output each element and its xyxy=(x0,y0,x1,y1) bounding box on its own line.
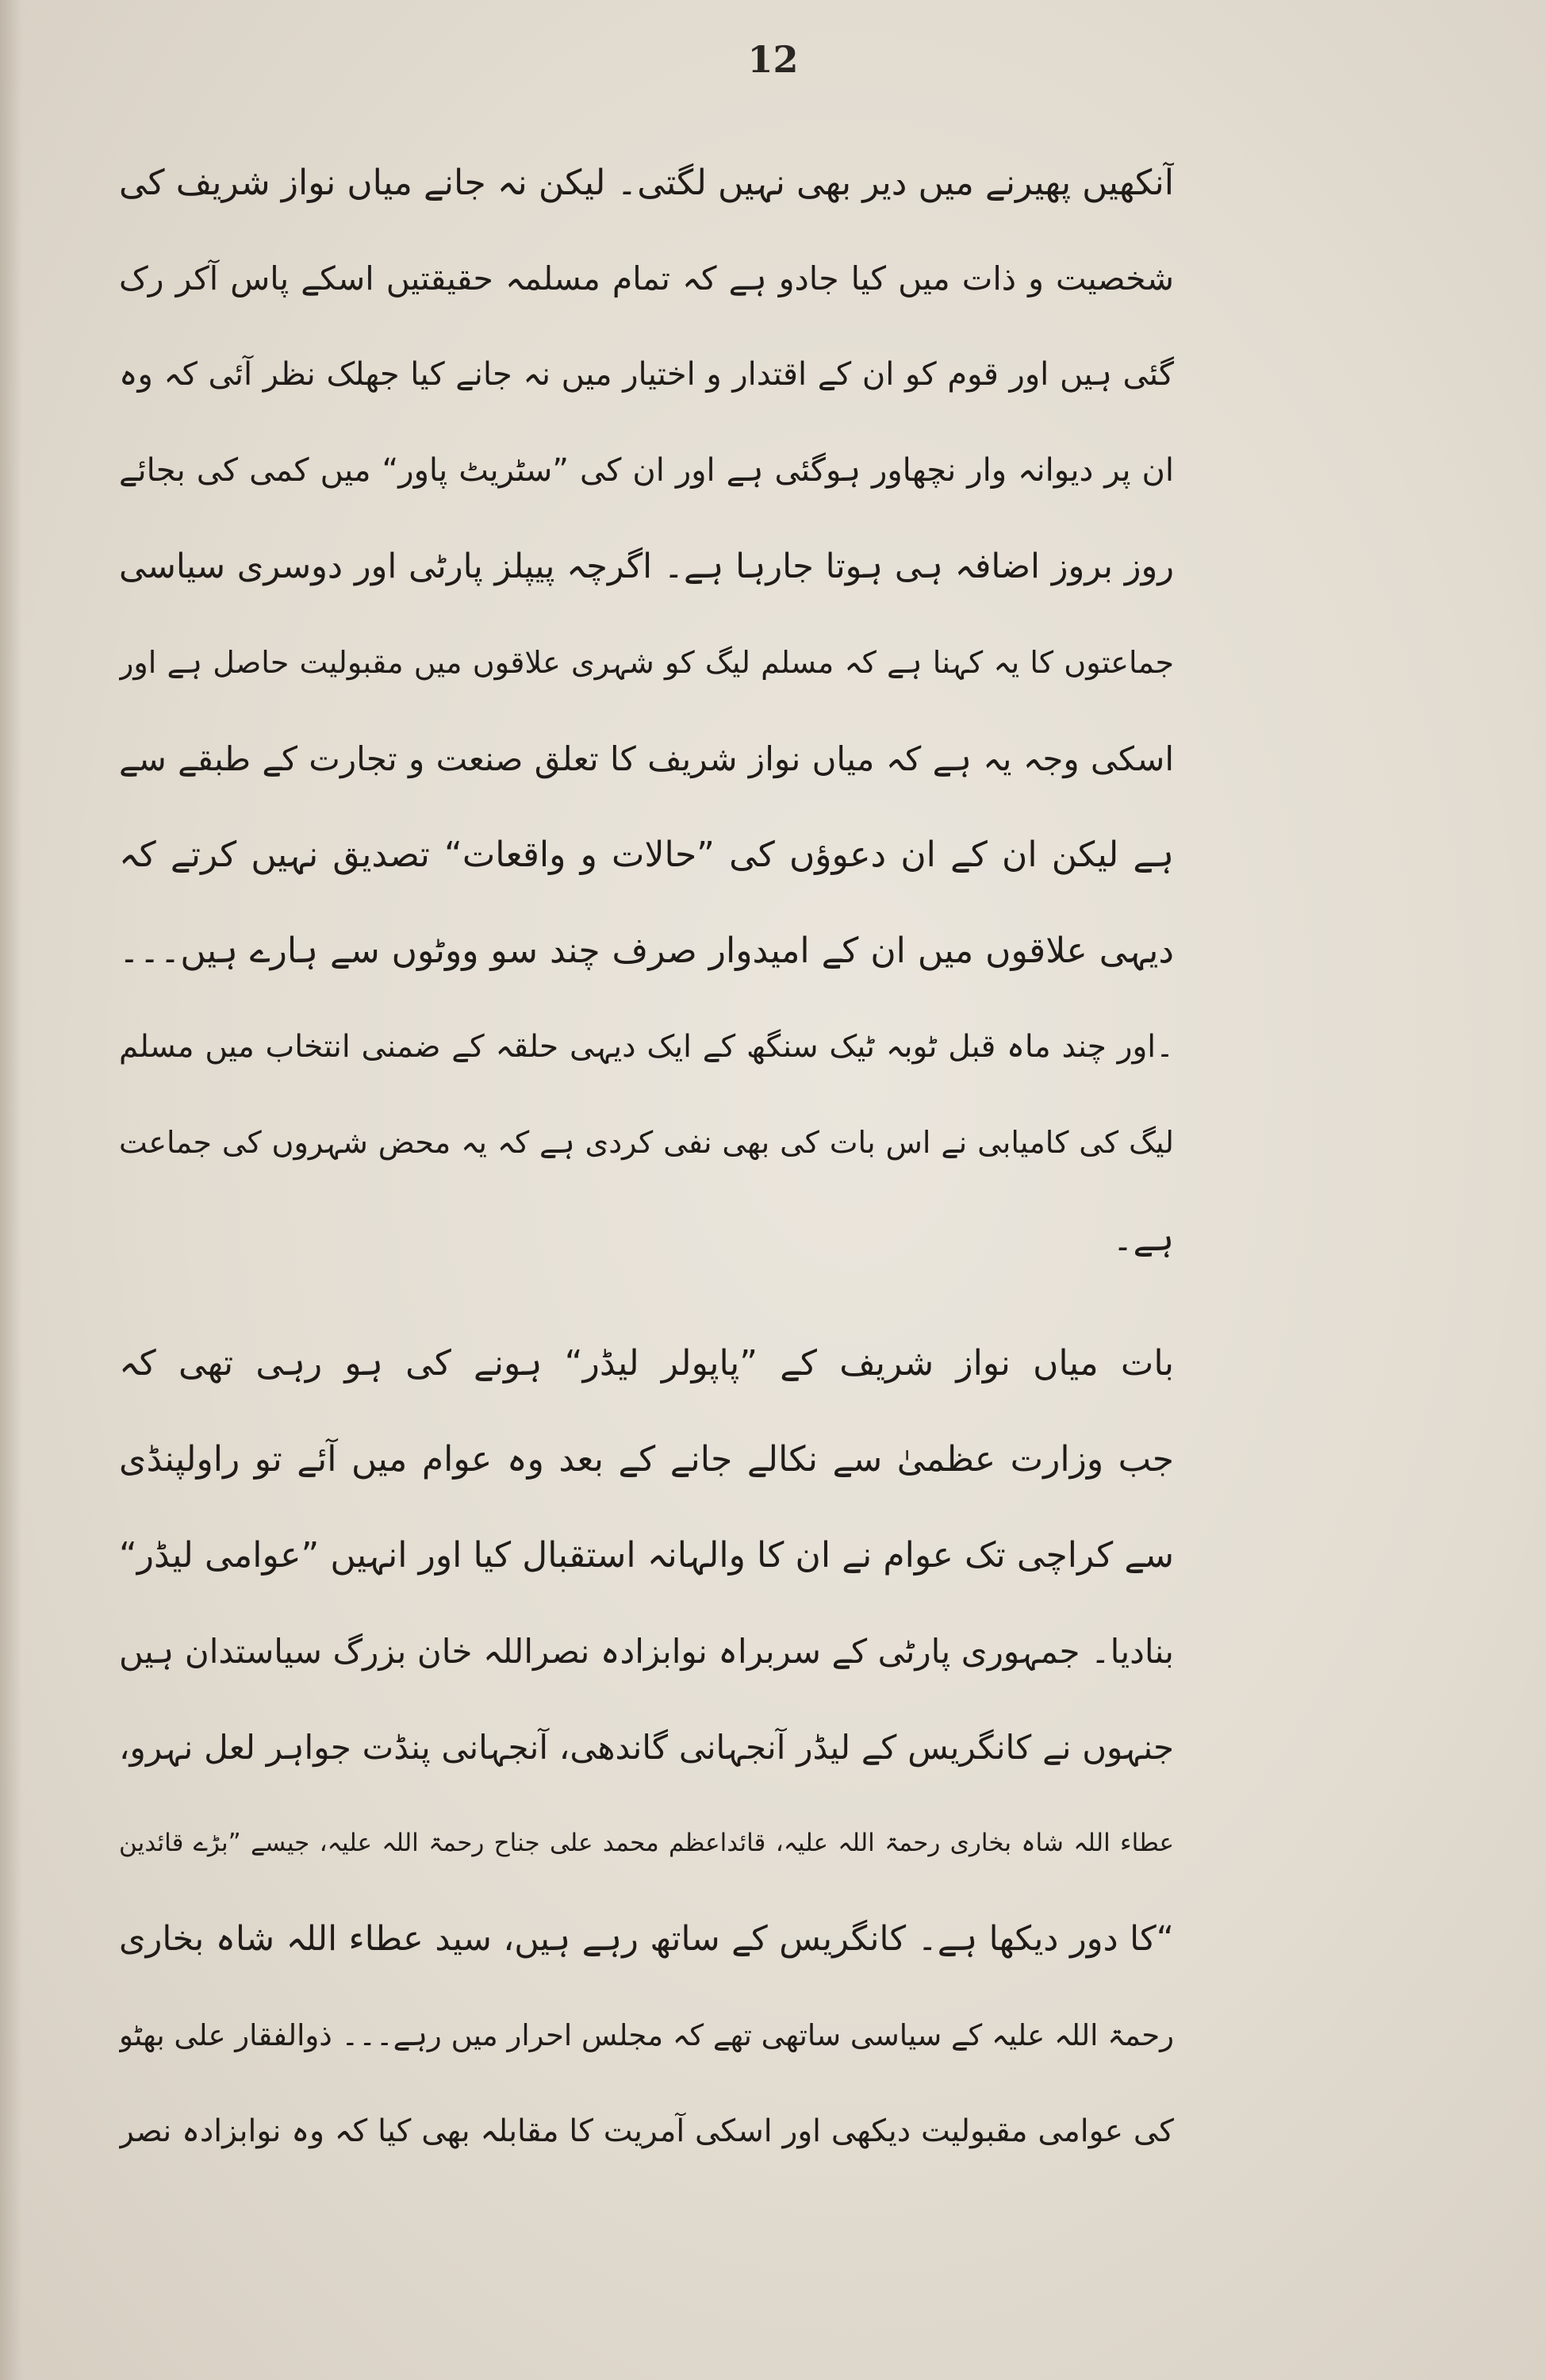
page-body-text xyxy=(119,135,1174,2179)
text-line: ہے لیکن ان کے ان دعوؤں کی ”حالات و واقعات“ تصدیق نہیں کرتے کہ xyxy=(119,835,1174,875)
text-line: لیگ کی کامیابی نے اس بات کی بھی نفی کردی ہے کہ یہ محض شہروں کی جماعت xyxy=(119,1125,1174,1160)
text-line: ۔اور چند ماہ قبل ٹوبہ ٹیک سنگھ کے ایک دیہی حلقہ کے ضمنی انتخاب میں مسلم xyxy=(119,1029,1174,1065)
page-number: 12 xyxy=(747,38,799,81)
text-line: بنادیا۔ جمہوری پارٹی کے سربراہ نوابزادہ نصراللہ خان بزرگ سیاستدان ہیں xyxy=(119,1632,1174,1671)
text-line: آنکھیں پھیرنے میں دیر بھی نہیں لگتی۔ لیکن نہ جانے میاں نواز شریف کی xyxy=(119,163,1174,203)
text-line: شخصیت و ذات میں کیا جادو ہے کہ تمام مسلمہ حقیقتیں اسکے پاس آکر رک xyxy=(119,259,1174,298)
text-line: “کا دور دیکھا ہے۔ کانگریس کے ساتھ رہے ہیں، سید عطاء اللہ شاہ بخاری xyxy=(119,1919,1174,1959)
text-line: روز بروز اضافہ ہی ہوتا جارہا ہے۔ اگرچہ پیپلز پارٹی اور دوسری سیاسی xyxy=(119,547,1174,586)
text-line: جب وزارت عظمیٰ سے نکالے جانے کے بعد وہ عوام میں آئے تو راولپنڈی xyxy=(119,1439,1174,1480)
text-line: ہے۔ xyxy=(1112,1219,1174,1259)
text-line: جماعتوں کا یہ کہنا ہے کہ مسلم لیگ کو شہری علاقوں میں مقبولیت حاصل ہے اور xyxy=(119,645,1174,680)
paragraph-gap xyxy=(119,1287,1174,1315)
text-line: رحمۃ اللہ علیہ کے سیاسی ساتھی تھے کہ مجلس احرار میں رہے۔۔۔ ذوالفقار علی بھٹو xyxy=(119,2018,1174,2052)
text-line: عطاء اللہ شاہ بخاری رحمۃ اللہ علیہ، قائداعظم محمد علی جناح رحمۃ اللہ علیہ، جیسے ”بڑے قائدین xyxy=(119,1829,1174,1857)
page-binding-shadow xyxy=(0,0,22,2380)
text-line: کی عوامی مقبولیت دیکھی اور اسکی آمریت کا مقابلہ بھی کیا کہ وہ نوابزادہ نصر xyxy=(119,2113,1174,2149)
text-line: جنہوں نے کانگریس کے لیڈر آنجہانی گاندھی، آنجہانی پنڈت جواہر لعل نہرو، xyxy=(119,1728,1174,1767)
paragraph-2 xyxy=(119,1315,1174,2179)
text-line: ان پر دیوانہ وار نچھاور ہوگئی ہے اور ان کی ”سٹریٹ پاور“ میں کمی کی بجائے xyxy=(119,452,1174,489)
text-line: اسکی وجہ یہ ہے کہ میاں نواز شریف کا تعلق صنعت و تجارت کے طبقے سے xyxy=(119,739,1174,778)
text-line: سے کراچی تک عوام نے ان کا والہانہ استقبال کیا اور انہیں ”عوامی لیڈر“ xyxy=(119,1535,1174,1576)
text-line: دیہی علاقوں میں ان کے امیدوار صرف چند سو ووٹوں سے ہارے ہیں۔۔۔ xyxy=(119,931,1174,971)
text-line: گئی ہیں اور قوم کو ان کے اقتدار و اختیار میں نہ جانے کیا جھلک نظر آئی کہ وہ xyxy=(119,356,1174,393)
paragraph-1 xyxy=(119,135,1174,1287)
text-line: بات میاں نواز شریف کے ”پاپولر لیڈر“ ہونے کی ہو رہی تھی کہ xyxy=(119,1343,1174,1384)
